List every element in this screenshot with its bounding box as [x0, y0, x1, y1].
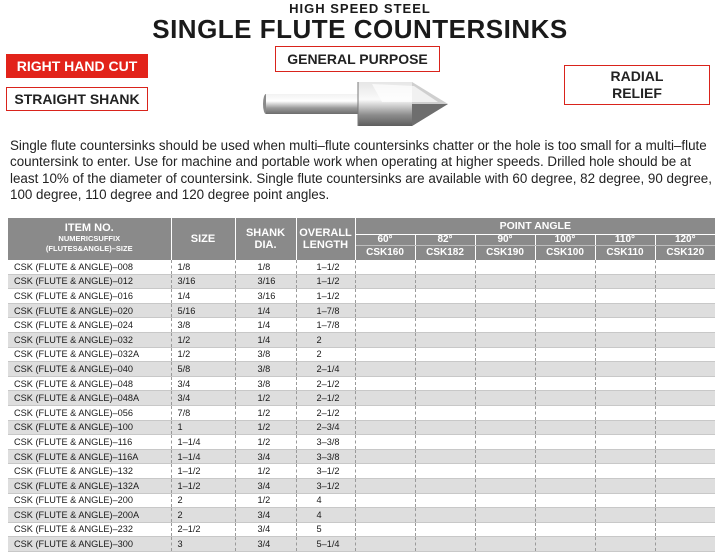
table-row — [8, 391, 715, 406]
point-angle-cell — [355, 464, 415, 479]
shank-dia-cell: 3/16 — [235, 274, 296, 289]
point-angle-cell — [655, 260, 715, 275]
table-row — [8, 274, 715, 289]
point-angle-cell — [655, 376, 715, 391]
point-angle-cell — [355, 522, 415, 537]
overall-length-cell: 2 — [296, 347, 355, 362]
code-csk110-header: CSK110 — [595, 245, 655, 260]
point-angle-cell — [415, 522, 475, 537]
shank-dia-cell: 1/2 — [235, 493, 296, 508]
point-angle-cell — [355, 362, 415, 377]
point-angle-cell — [415, 362, 475, 377]
item-no-cell: CSK (FLUTE & ANGLE)–040 — [8, 362, 171, 377]
point-angle-cell — [355, 493, 415, 508]
item-no-cell: CSK (FLUTE & ANGLE)–012 — [8, 274, 171, 289]
table-row — [8, 508, 715, 523]
point-angle-cell — [655, 289, 715, 304]
angle-82-header: 82° — [415, 234, 475, 245]
item-no-cell: CSK (FLUTE & ANGLE)–008 — [8, 260, 171, 275]
point-angle-cell — [415, 420, 475, 435]
shank-dia-cell: 3/8 — [235, 376, 296, 391]
point-angle-cell — [595, 376, 655, 391]
point-angle-cell — [595, 537, 655, 552]
point-angle-cell — [595, 508, 655, 523]
point-angle-cell — [595, 332, 655, 347]
point-angle-cell — [535, 405, 595, 420]
point-angle-cell — [415, 493, 475, 508]
point-angle-cell — [355, 537, 415, 552]
size-cell: 1–1/2 — [171, 478, 235, 493]
point-angle-cell — [355, 420, 415, 435]
size-cell: 1/4 — [171, 289, 235, 304]
size-cell: 3/4 — [171, 391, 235, 406]
point-angle-cell — [535, 362, 595, 377]
table-row — [8, 493, 715, 508]
point-angle-cell — [355, 274, 415, 289]
angle-110-header: 110° — [595, 234, 655, 245]
table-row — [8, 522, 715, 537]
point-angle-cell — [475, 508, 535, 523]
overall-length-cell: 1–1/2 — [296, 274, 355, 289]
point-angle-cell — [535, 449, 595, 464]
point-angle-cell — [535, 260, 595, 275]
code-csk182-header: CSK182 — [415, 245, 475, 260]
point-angle-cell — [655, 318, 715, 333]
series-subtitle: HIGH SPEED STEEL — [289, 1, 431, 16]
shank-dia-cell: 3/16 — [235, 289, 296, 304]
point-angle-cell — [475, 274, 535, 289]
shank-dia-cell: 1/4 — [235, 303, 296, 318]
shank-dia-cell: 3/4 — [235, 508, 296, 523]
angle-60-header: 60° — [355, 234, 415, 245]
overall-length-cell: 3–1/2 — [296, 478, 355, 493]
radial-relief-line1: RADIAL — [610, 68, 664, 84]
point-angle-cell — [595, 522, 655, 537]
point-angle-cell — [415, 449, 475, 464]
point-angle-cell — [355, 318, 415, 333]
table-row — [8, 332, 715, 347]
item-no-cell: CSK (FLUTE & ANGLE)–016 — [8, 289, 171, 304]
point-angle-cell — [595, 493, 655, 508]
point-angle-cell — [655, 347, 715, 362]
point-angle-cell — [655, 420, 715, 435]
point-angle-cell — [475, 332, 535, 347]
table-row — [8, 435, 715, 450]
point-angle-cell — [595, 362, 655, 377]
point-angle-cell — [475, 464, 535, 479]
point-angle-cell — [475, 391, 535, 406]
shank-dia-cell: 1/8 — [235, 260, 296, 275]
shank-dia-cell: 3/8 — [235, 362, 296, 377]
size-cell: 5/8 — [171, 362, 235, 377]
point-angle-cell — [535, 391, 595, 406]
point-angle-cell — [415, 289, 475, 304]
point-angle-cell — [655, 522, 715, 537]
point-angle-cell — [475, 260, 535, 275]
item-no-cell: CSK (FLUTE & ANGLE)–132 — [8, 464, 171, 479]
point-angle-cell — [595, 391, 655, 406]
size-cell: 2–1/2 — [171, 522, 235, 537]
point-angle-cell — [355, 332, 415, 347]
item-no-cell: CSK (FLUTE & ANGLE)–032 — [8, 332, 171, 347]
point-angle-cell — [355, 435, 415, 450]
point-angle-cell — [415, 405, 475, 420]
size-cell: 3/8 — [171, 318, 235, 333]
point-angle-cell — [535, 274, 595, 289]
point-angle-cell — [355, 391, 415, 406]
table-row — [8, 478, 715, 493]
size-cell: 3 — [171, 537, 235, 552]
table-row — [8, 260, 715, 275]
point-angle-cell — [475, 493, 535, 508]
item-no-cell: CSK (FLUTE & ANGLE)–020 — [8, 303, 171, 318]
size-cell: 1 — [171, 420, 235, 435]
item-no-header: ITEM NO. NUMERICSUFFIX (FLUTES&ANGLE)–SIZE — [8, 218, 171, 260]
overall-length-cell: 1–7/8 — [296, 318, 355, 333]
point-angle-cell — [655, 464, 715, 479]
overall-length-cell: 2–3/4 — [296, 420, 355, 435]
code-csk160-header: CSK160 — [355, 245, 415, 260]
point-angle-cell — [415, 274, 475, 289]
angle-90-header: 90° — [475, 234, 535, 245]
shank-dia-cell: 1/2 — [235, 420, 296, 435]
table-row — [8, 318, 715, 333]
table-row — [8, 376, 715, 391]
item-no-cell: CSK (FLUTE & ANGLE)–024 — [8, 318, 171, 333]
size-header: SIZE — [171, 218, 235, 260]
point-angle-cell — [415, 435, 475, 450]
overall-length-cell: 5–1/4 — [296, 537, 355, 552]
item-no-cell: CSK (FLUTE & ANGLE)–048 — [8, 376, 171, 391]
shank-dia-cell: 3/4 — [235, 537, 296, 552]
point-angle-cell — [655, 274, 715, 289]
overall-length-cell: 3–1/2 — [296, 464, 355, 479]
item-no-cell: CSK (FLUTE & ANGLE)–300 — [8, 537, 171, 552]
point-angle-cell — [475, 318, 535, 333]
point-angle-cell — [475, 376, 535, 391]
shank-dia-cell: 1/2 — [235, 464, 296, 479]
shank-dia-cell: 3/4 — [235, 522, 296, 537]
point-angle-cell — [475, 478, 535, 493]
size-cell: 1–1/2 — [171, 464, 235, 479]
shank-dia-cell: 1/2 — [235, 391, 296, 406]
size-cell: 1/8 — [171, 260, 235, 275]
point-angle-cell — [415, 464, 475, 479]
point-angle-cell — [595, 274, 655, 289]
overall-length-cell: 2–1/4 — [296, 362, 355, 377]
size-cell: 1/2 — [171, 347, 235, 362]
item-no-cell: CSK (FLUTE & ANGLE)–048A — [8, 391, 171, 406]
shank-dia-cell: 1/2 — [235, 435, 296, 450]
point-angle-cell — [475, 522, 535, 537]
size-cell: 1–1/4 — [171, 449, 235, 464]
point-angle-cell — [535, 347, 595, 362]
point-angle-cell — [595, 405, 655, 420]
point-angle-cell — [595, 303, 655, 318]
table-row — [8, 289, 715, 304]
item-no-cell: CSK (FLUTE & ANGLE)–116A — [8, 449, 171, 464]
overall-length-cell: 2 — [296, 332, 355, 347]
point-angle-cell — [535, 464, 595, 479]
code-csk120-header: CSK120 — [655, 245, 715, 260]
point-angle-cell — [535, 537, 595, 552]
point-angle-cell — [415, 478, 475, 493]
point-angle-cell — [355, 347, 415, 362]
point-angle-cell — [355, 405, 415, 420]
shank-dia-cell: 1/4 — [235, 318, 296, 333]
point-angle-cell — [415, 508, 475, 523]
right-hand-cut-badge: RIGHT HAND CUT — [6, 54, 148, 78]
point-angle-cell — [415, 347, 475, 362]
point-angle-cell — [475, 362, 535, 377]
point-angle-cell — [595, 449, 655, 464]
point-angle-cell — [355, 478, 415, 493]
size-cell: 7/8 — [171, 405, 235, 420]
point-angle-cell — [595, 420, 655, 435]
point-angle-cell — [595, 435, 655, 450]
item-no-cell: CSK (FLUTE & ANGLE)–032A — [8, 347, 171, 362]
point-angle-cell — [655, 391, 715, 406]
size-cell: 2 — [171, 508, 235, 523]
point-angle-cell — [355, 289, 415, 304]
point-angle-cell — [475, 289, 535, 304]
countersink-table — [8, 218, 715, 552]
point-angle-cell — [475, 435, 535, 450]
point-angle-cell — [655, 405, 715, 420]
table-row — [8, 405, 715, 420]
table-row — [8, 347, 715, 362]
general-purpose-badge: GENERAL PURPOSE — [275, 46, 440, 72]
point-angle-cell — [355, 376, 415, 391]
item-no-cell: CSK (FLUTE & ANGLE)–200 — [8, 493, 171, 508]
point-angle-cell — [355, 303, 415, 318]
page-title: SINGLE FLUTE COUNTERSINKS — [152, 14, 568, 44]
point-angle-cell — [415, 332, 475, 347]
code-csk100-header: CSK100 — [535, 245, 595, 260]
table-row — [8, 449, 715, 464]
size-cell: 2 — [171, 493, 235, 508]
point-angle-cell — [415, 318, 475, 333]
point-angle-cell — [595, 347, 655, 362]
size-cell: 5/16 — [171, 303, 235, 318]
point-angle-cell — [355, 508, 415, 523]
size-cell: 1/2 — [171, 332, 235, 347]
shank-dia-cell: 3/8 — [235, 347, 296, 362]
point-angle-cell — [535, 303, 595, 318]
point-angle-cell — [535, 332, 595, 347]
overall-length-cell: 1–1/2 — [296, 289, 355, 304]
shank-dia-cell: 1/2 — [235, 405, 296, 420]
size-cell: 1–1/4 — [171, 435, 235, 450]
point-angle-cell — [655, 478, 715, 493]
point-angle-cell — [415, 391, 475, 406]
item-no-cell: CSK (FLUTE & ANGLE)–132A — [8, 478, 171, 493]
point-angle-cell — [535, 478, 595, 493]
point-angle-cell — [655, 435, 715, 450]
point-angle-cell — [595, 260, 655, 275]
point-angle-cell — [475, 537, 535, 552]
item-no-cell: CSK (FLUTE & ANGLE)–100 — [8, 420, 171, 435]
point-angle-cell — [475, 449, 535, 464]
table-row — [8, 362, 715, 377]
point-angle-cell — [595, 289, 655, 304]
overall-length-cell: 2–1/2 — [296, 391, 355, 406]
overall-length-cell: 1–7/8 — [296, 303, 355, 318]
point-angle-cell — [535, 508, 595, 523]
shank-dia-cell: 3/4 — [235, 478, 296, 493]
overall-length-cell: 1–1/2 — [296, 260, 355, 275]
point-angle-cell — [655, 332, 715, 347]
point-angle-cell — [655, 537, 715, 552]
point-angle-cell — [475, 347, 535, 362]
point-angle-cell — [355, 260, 415, 275]
table-row — [8, 303, 715, 318]
angle-100-header: 100° — [535, 234, 595, 245]
overall-length-cell: 5 — [296, 522, 355, 537]
point-angle-cell — [475, 420, 535, 435]
point-angle-cell — [475, 405, 535, 420]
item-no-cell: CSK (FLUTE & ANGLE)–232 — [8, 522, 171, 537]
point-angle-cell — [415, 260, 475, 275]
point-angle-cell — [655, 303, 715, 318]
point-angle-cell — [595, 318, 655, 333]
point-angle-cell — [535, 318, 595, 333]
table-row — [8, 464, 715, 479]
point-angle-cell — [655, 493, 715, 508]
point-angle-cell — [595, 464, 655, 479]
point-angle-cell — [655, 449, 715, 464]
table-row — [8, 537, 715, 552]
radial-relief-line2: RELIEF — [612, 85, 662, 101]
overall-length-cell: 4 — [296, 508, 355, 523]
item-no-cell: CSK (FLUTE & ANGLE)–116 — [8, 435, 171, 450]
point-angle-header: POINT ANGLE — [355, 218, 715, 234]
point-angle-cell — [355, 449, 415, 464]
overall-length-cell: 3–3/8 — [296, 449, 355, 464]
point-angle-cell — [535, 289, 595, 304]
point-angle-cell — [535, 376, 595, 391]
point-angle-cell — [415, 537, 475, 552]
overall-length-header: OVERALL LENGTH — [296, 218, 355, 260]
straight-shank-badge: STRAIGHT SHANK — [6, 87, 148, 111]
item-no-cell: CSK (FLUTE & ANGLE)–200A — [8, 508, 171, 523]
overall-length-cell: 2–1/2 — [296, 405, 355, 420]
point-angle-cell — [535, 435, 595, 450]
table-row — [8, 420, 715, 435]
overall-length-cell: 2–1/2 — [296, 376, 355, 391]
point-angle-cell — [595, 478, 655, 493]
overall-length-cell: 3–3/8 — [296, 435, 355, 450]
overall-length-cell: 4 — [296, 493, 355, 508]
shank-dia-header: SHANK DIA. — [235, 218, 296, 260]
item-no-cell: CSK (FLUTE & ANGLE)–056 — [8, 405, 171, 420]
size-cell: 3/16 — [171, 274, 235, 289]
shank-dia-cell: 1/4 — [235, 332, 296, 347]
point-angle-cell — [655, 508, 715, 523]
point-angle-cell — [535, 522, 595, 537]
point-angle-cell — [415, 376, 475, 391]
point-angle-cell — [535, 493, 595, 508]
shank-dia-cell: 3/4 — [235, 449, 296, 464]
size-cell: 3/4 — [171, 376, 235, 391]
radial-relief-badge — [564, 65, 710, 105]
countersink-tool-icon — [262, 72, 462, 134]
point-angle-cell — [535, 420, 595, 435]
point-angle-cell — [475, 303, 535, 318]
description-paragraph: Single flute countersinks should be used when multi–flute countersinks chatter or the hole is too small for a multi–flute countersink to enter. Use for machine and portable work when operating at higher speeds. Drilled hole should be at least 10% of the diameter of countersink. Single flute countersinks are available with 60 degree, 82 degree, 90 degree, 100 degree, 110 degree and 120 degree point angles. — [10, 138, 712, 202]
point-angle-cell — [655, 362, 715, 377]
point-angle-cell — [415, 303, 475, 318]
angle-120-header: 120° — [655, 234, 715, 245]
code-csk190-header: CSK190 — [475, 245, 535, 260]
